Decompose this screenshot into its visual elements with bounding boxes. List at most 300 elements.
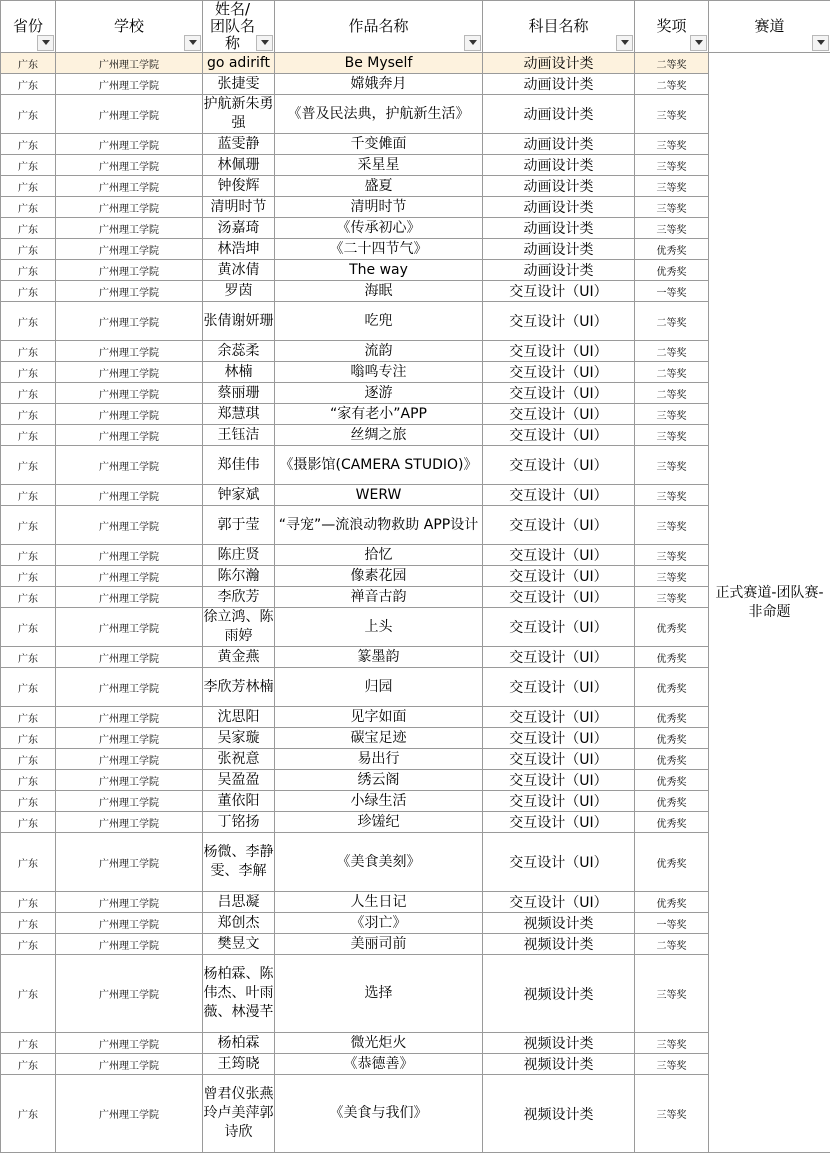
subject-cell[interactable]: 交互设计（UI） [483,404,635,425]
province-cell[interactable]: 广东 [1,506,56,545]
name-cell[interactable]: 王钰洁 [203,425,275,446]
work-cell[interactable]: 美丽司前 [275,934,483,955]
work-cell[interactable]: 流韵 [275,341,483,362]
name-cell[interactable]: 余蕊柔 [203,341,275,362]
name-cell[interactable]: 林浩坤 [203,239,275,260]
filter-dropdown-icon[interactable] [37,35,54,51]
award-cell[interactable]: 三等奖 [635,566,709,587]
header-subject-label: 科目名称 [528,17,588,35]
header-school-label: 学校 [114,17,144,35]
name-cell[interactable]: 李欣芳 [203,587,275,608]
work-cell[interactable]: 珍馐纪 [275,812,483,833]
subject-cell[interactable]: 交互设计（UI） [483,608,635,647]
header-subject [483,1,635,53]
table-row [1,281,830,302]
subject-cell[interactable]: 动画设计类 [483,155,635,176]
work-cell[interactable]: 嫦娥奔月 [275,74,483,95]
name-cell[interactable]: 陈尔瀚 [203,566,275,587]
school-cell[interactable]: 广州理工学院 [56,218,203,239]
subject-cell[interactable]: 交互设计（UI） [483,383,635,404]
subject-cell[interactable]: 交互设计（UI） [483,302,635,341]
header-work-label: 作品名称 [348,17,408,35]
name-cell[interactable]: 钟家斌 [203,485,275,506]
table-row [1,545,830,566]
work-cell[interactable]: 《普及民法典，护航新生活》 [275,95,483,134]
subject-cell[interactable]: 交互设计（UI） [483,668,635,707]
award-cell[interactable]: 三等奖 [635,545,709,566]
award-cell[interactable]: 三等奖 [635,506,709,545]
school-cell[interactable]: 广州理工学院 [56,955,203,1033]
table-row [1,1033,830,1054]
name-cell[interactable]: 吴盈盈 [203,770,275,791]
name-cell[interactable]: 罗茵 [203,281,275,302]
province-cell[interactable]: 广东 [1,1054,56,1075]
province-cell[interactable]: 广东 [1,791,56,812]
school-cell[interactable]: 广州理工学院 [56,791,203,812]
work-cell[interactable]: 嗡鸣专注 [275,362,483,383]
table-row [1,74,830,95]
subject-cell[interactable]: 交互设计（UI） [483,545,635,566]
school-cell[interactable]: 广州理工学院 [56,53,203,74]
subject-cell[interactable]: 交互设计（UI） [483,341,635,362]
work-cell[interactable]: 人生日记 [275,892,483,913]
award-cell[interactable]: 三等奖 [635,404,709,425]
subject-cell[interactable]: 动画设计类 [483,260,635,281]
province-cell[interactable]: 广东 [1,485,56,506]
province-cell[interactable]: 广东 [1,155,56,176]
name-cell[interactable]: 杨微、李静雯、李解 [203,833,275,892]
award-cell[interactable]: 二等奖 [635,383,709,404]
province-cell[interactable]: 广东 [1,74,56,95]
subject-cell[interactable]: 交互设计（UI） [483,587,635,608]
subject-cell[interactable]: 交互设计（UI） [483,446,635,485]
name-cell[interactable]: 汤嘉琦 [203,218,275,239]
work-cell[interactable]: 归园 [275,668,483,707]
work-cell[interactable]: 禅音古韵 [275,587,483,608]
subject-cell[interactable]: 动画设计类 [483,218,635,239]
table-row [1,587,830,608]
province-cell[interactable]: 广东 [1,955,56,1033]
award-cell[interactable]: 一等奖 [635,281,709,302]
work-cell[interactable]: 上头 [275,608,483,647]
award-cell[interactable]: 优秀奖 [635,707,709,728]
school-cell[interactable]: 广州理工学院 [56,425,203,446]
award-cell[interactable]: 二等奖 [635,362,709,383]
table-row [1,176,830,197]
work-cell[interactable]: 小绿生活 [275,791,483,812]
header-award-label: 奖项 [656,17,686,35]
award-cell[interactable]: 三等奖 [635,218,709,239]
award-cell[interactable]: 三等奖 [635,485,709,506]
award-cell[interactable]: 优秀奖 [635,668,709,707]
province-cell[interactable]: 广东 [1,545,56,566]
award-cell[interactable]: 优秀奖 [635,892,709,913]
province-cell[interactable]: 广东 [1,608,56,647]
work-cell[interactable]: 清明时节 [275,197,483,218]
work-cell[interactable]: Be Myself [275,53,483,74]
filter-dropdown-icon[interactable] [464,35,481,51]
table-row [1,218,830,239]
work-cell[interactable]: 逐游 [275,383,483,404]
province-cell[interactable]: 广东 [1,134,56,155]
work-cell[interactable]: 盛夏 [275,176,483,197]
table-row [1,647,830,668]
school-cell[interactable]: 广州理工学院 [56,362,203,383]
filter-dropdown-icon[interactable] [690,35,707,51]
table-row [1,1075,830,1153]
province-cell[interactable]: 广东 [1,218,56,239]
award-cell[interactable]: 优秀奖 [635,770,709,791]
work-cell[interactable]: 微光炬火 [275,1033,483,1054]
award-cell[interactable]: 三等奖 [635,955,709,1033]
province-cell[interactable]: 广东 [1,383,56,404]
name-cell[interactable]: 杨柏霖、陈伟杰、叶雨薇、林漫芊 [203,955,275,1033]
name-cell[interactable]: 徐立鸿、陈雨婷 [203,608,275,647]
name-cell[interactable]: 郭于莹 [203,506,275,545]
name-cell[interactable]: 林佩珊 [203,155,275,176]
award-cell[interactable]: 二等奖 [635,934,709,955]
table-row [1,485,830,506]
subject-cell[interactable]: 交互设计（UI） [483,566,635,587]
name-cell[interactable]: 郑创杰 [203,913,275,934]
name-cell[interactable]: 护航新朱勇强 [203,95,275,134]
name-cell[interactable]: 蔡丽珊 [203,383,275,404]
school-cell[interactable]: 广州理工学院 [56,134,203,155]
work-cell[interactable]: The way [275,260,483,281]
province-cell[interactable]: 广东 [1,668,56,707]
province-cell[interactable]: 广东 [1,95,56,134]
header-province [1,1,56,53]
school-cell[interactable]: 广州理工学院 [56,446,203,485]
school-cell[interactable]: 广州理工学院 [56,913,203,934]
name-cell[interactable]: 沈思阳 [203,707,275,728]
name-cell[interactable]: 吴家璇 [203,728,275,749]
table-row [1,239,830,260]
school-cell[interactable]: 广州理工学院 [56,749,203,770]
table-row [1,155,830,176]
header-row [1,1,830,53]
subject-cell[interactable]: 视频设计类 [483,955,635,1033]
province-cell[interactable]: 广东 [1,404,56,425]
work-cell[interactable]: 《美食与我们》 [275,1075,483,1153]
subject-cell[interactable]: 交互设计（UI） [483,647,635,668]
province-cell[interactable]: 广东 [1,728,56,749]
award-cell[interactable]: 三等奖 [635,425,709,446]
award-cell[interactable]: 优秀奖 [635,608,709,647]
school-cell[interactable]: 广州理工学院 [56,608,203,647]
work-cell[interactable]: 千变傩面 [275,134,483,155]
award-cell[interactable]: 优秀奖 [635,728,709,749]
work-cell[interactable]: 吃兜 [275,302,483,341]
table-row [1,404,830,425]
award-cell[interactable]: 二等奖 [635,53,709,74]
subject-cell[interactable]: 动画设计类 [483,74,635,95]
work-cell[interactable]: 拾忆 [275,545,483,566]
name-cell[interactable]: 蓝雯静 [203,134,275,155]
school-cell[interactable]: 广州理工学院 [56,545,203,566]
work-cell[interactable]: 采星星 [275,155,483,176]
name-cell[interactable]: 郑佳伟 [203,446,275,485]
province-cell[interactable]: 广东 [1,647,56,668]
subject-cell[interactable]: 动画设计类 [483,239,635,260]
header-name-label: 姓名/团队名称 [208,1,270,52]
work-cell[interactable]: 篆墨韵 [275,647,483,668]
province-cell[interactable]: 广东 [1,1075,56,1153]
name-cell[interactable]: 清明时节 [203,197,275,218]
filter-dropdown-icon[interactable] [616,35,633,51]
award-cell[interactable]: 三等奖 [635,1054,709,1075]
subject-cell[interactable]: 交互设计（UI） [483,812,635,833]
school-cell[interactable]: 广州理工学院 [56,587,203,608]
province-cell[interactable]: 广东 [1,197,56,218]
award-cell[interactable]: 三等奖 [635,134,709,155]
subject-cell[interactable]: 视频设计类 [483,934,635,955]
province-cell[interactable]: 广东 [1,749,56,770]
school-cell[interactable]: 广州理工学院 [56,155,203,176]
subject-cell[interactable]: 动画设计类 [483,134,635,155]
school-cell[interactable]: 广州理工学院 [56,566,203,587]
subject-cell[interactable]: 交互设计（UI） [483,707,635,728]
subject-cell[interactable]: 视频设计类 [483,1054,635,1075]
table-row [1,197,830,218]
name-cell[interactable]: 郑慧琪 [203,404,275,425]
school-cell[interactable]: 广州理工学院 [56,668,203,707]
name-cell[interactable]: 丁铭扬 [203,812,275,833]
header-name [203,1,275,53]
table-row [1,383,830,404]
table-row [1,134,830,155]
subject-cell[interactable]: 交互设计（UI） [483,281,635,302]
school-cell[interactable]: 广州理工学院 [56,95,203,134]
school-cell[interactable]: 广州理工学院 [56,239,203,260]
subject-cell[interactable]: 交互设计（UI） [483,362,635,383]
table-row [1,95,830,134]
subject-cell[interactable]: 动画设计类 [483,197,635,218]
school-cell[interactable]: 广州理工学院 [56,707,203,728]
school-cell[interactable]: 广州理工学院 [56,934,203,955]
table-row [1,341,830,362]
table-row [1,608,830,647]
filter-dropdown-icon[interactable] [256,35,273,51]
subject-cell[interactable]: 交互设计（UI） [483,749,635,770]
award-cell[interactable]: 三等奖 [635,446,709,485]
table-row [1,812,830,833]
name-cell[interactable]: 王筠晓 [203,1054,275,1075]
table-body [1,53,830,1153]
subject-cell[interactable]: 交互设计（UI） [483,425,635,446]
subject-cell[interactable]: 动画设计类 [483,53,635,74]
award-cell[interactable]: 优秀奖 [635,749,709,770]
name-cell[interactable]: go adirift [203,53,275,74]
school-cell[interactable]: 广州理工学院 [56,302,203,341]
table-row [1,425,830,446]
school-cell[interactable]: 广州理工学院 [56,74,203,95]
name-cell[interactable]: 张捷雯 [203,74,275,95]
award-cell[interactable]: 三等奖 [635,197,709,218]
school-cell[interactable]: 广州理工学院 [56,176,203,197]
work-cell[interactable]: 见字如面 [275,707,483,728]
award-cell[interactable]: 二等奖 [635,302,709,341]
school-cell[interactable]: 广州理工学院 [56,812,203,833]
province-cell[interactable]: 广东 [1,1033,56,1054]
work-cell[interactable]: 《二十四节气》 [275,239,483,260]
subject-cell[interactable]: 交互设计（UI） [483,485,635,506]
subject-cell[interactable]: 交互设计（UI） [483,791,635,812]
work-cell[interactable]: 《恭德善》 [275,1054,483,1075]
subject-cell[interactable]: 动画设计类 [483,176,635,197]
filter-dropdown-icon[interactable] [184,35,201,51]
award-cell[interactable]: 三等奖 [635,176,709,197]
school-cell[interactable]: 广州理工学院 [56,281,203,302]
track-cell[interactable]: 正式赛道-团队赛-非命题 [709,53,830,1153]
work-cell[interactable]: “寻宠”—流浪动物救助 APP设计 [275,506,483,545]
school-cell[interactable]: 广州理工学院 [56,833,203,892]
province-cell[interactable]: 广东 [1,302,56,341]
subject-cell[interactable]: 视频设计类 [483,1075,635,1153]
school-cell[interactable]: 广州理工学院 [56,770,203,791]
award-cell[interactable]: 优秀奖 [635,260,709,281]
school-cell[interactable]: 广州理工学院 [56,1075,203,1153]
table-row [1,934,830,955]
table-row [1,791,830,812]
province-cell[interactable]: 广东 [1,770,56,791]
award-cell[interactable]: 二等奖 [635,74,709,95]
province-cell[interactable]: 广东 [1,566,56,587]
table-row [1,892,830,913]
province-cell[interactable]: 广东 [1,913,56,934]
school-cell[interactable]: 广州理工学院 [56,647,203,668]
table-row [1,668,830,707]
table-row [1,707,830,728]
award-cell[interactable]: 三等奖 [635,1033,709,1054]
table-row [1,506,830,545]
school-cell[interactable]: 广州理工学院 [56,341,203,362]
table-row [1,749,830,770]
name-cell[interactable]: 吕思凝 [203,892,275,913]
work-cell[interactable]: 绣云阁 [275,770,483,791]
province-cell[interactable]: 广东 [1,176,56,197]
table-row [1,833,830,892]
subject-cell[interactable]: 视频设计类 [483,913,635,934]
name-cell[interactable]: 林楠 [203,362,275,383]
name-cell[interactable]: 钟俊辉 [203,176,275,197]
table-row [1,302,830,341]
work-cell[interactable]: 海眠 [275,281,483,302]
province-cell[interactable]: 广东 [1,281,56,302]
province-cell[interactable]: 广东 [1,362,56,383]
province-cell[interactable]: 广东 [1,260,56,281]
award-cell[interactable]: 三等奖 [635,95,709,134]
table-row [1,362,830,383]
province-cell[interactable]: 广东 [1,587,56,608]
work-cell[interactable]: 《传承初心》 [275,218,483,239]
award-cell[interactable]: 三等奖 [635,587,709,608]
name-cell[interactable]: 樊昱文 [203,934,275,955]
school-cell[interactable]: 广州理工学院 [56,260,203,281]
work-cell[interactable]: 《美食美刻》 [275,833,483,892]
filter-dropdown-icon[interactable] [812,35,829,51]
header-award [635,1,709,53]
school-cell[interactable]: 广州理工学院 [56,892,203,913]
award-cell[interactable]: 优秀奖 [635,647,709,668]
name-cell[interactable]: 陈庄贤 [203,545,275,566]
school-cell[interactable]: 广州理工学院 [56,383,203,404]
work-cell[interactable]: 易出行 [275,749,483,770]
province-cell[interactable]: 广东 [1,812,56,833]
school-cell[interactable]: 广州理工学院 [56,1033,203,1054]
province-cell[interactable]: 广东 [1,707,56,728]
award-cell[interactable]: 优秀奖 [635,833,709,892]
province-cell[interactable]: 广东 [1,934,56,955]
table-row [1,1054,830,1075]
award-cell[interactable]: 二等奖 [635,341,709,362]
school-cell[interactable]: 广州理工学院 [56,1054,203,1075]
subject-cell[interactable]: 视频设计类 [483,1033,635,1054]
header-track-label: 赛道 [754,17,784,35]
name-cell[interactable]: 李欣芳林楠 [203,668,275,707]
province-cell[interactable]: 广东 [1,425,56,446]
subject-cell[interactable]: 交互设计（UI） [483,506,635,545]
header-province-label: 省份 [13,17,43,35]
name-cell[interactable]: 杨柏霖 [203,1033,275,1054]
award-cell[interactable]: 三等奖 [635,155,709,176]
work-cell[interactable]: 丝绸之旅 [275,425,483,446]
award-cell[interactable]: 优秀奖 [635,239,709,260]
subject-cell[interactable]: 交互设计（UI） [483,728,635,749]
subject-cell[interactable]: 交互设计（UI） [483,770,635,791]
header-work [275,1,483,53]
name-cell[interactable]: 张祝意 [203,749,275,770]
school-cell[interactable]: 广州理工学院 [56,485,203,506]
table-row [1,913,830,934]
table-row [1,770,830,791]
subject-cell[interactable]: 交互设计（UI） [483,833,635,892]
school-cell[interactable]: 广州理工学院 [56,728,203,749]
header-school [56,1,203,53]
school-cell[interactable]: 广州理工学院 [56,197,203,218]
work-cell[interactable]: 《羽亡》 [275,913,483,934]
province-cell[interactable]: 广东 [1,53,56,74]
work-cell[interactable]: 碳宝足迹 [275,728,483,749]
table-row [1,446,830,485]
award-cell[interactable]: 一等奖 [635,913,709,934]
header-track [709,1,830,53]
name-cell[interactable]: 黄冰倩 [203,260,275,281]
work-cell[interactable]: WERW [275,485,483,506]
name-cell[interactable]: 黄金燕 [203,647,275,668]
award-cell[interactable]: 优秀奖 [635,791,709,812]
award-cell[interactable]: 优秀奖 [635,812,709,833]
work-cell[interactable]: 像素花园 [275,566,483,587]
subject-cell[interactable]: 交互设计（UI） [483,892,635,913]
name-cell[interactable]: 董依阳 [203,791,275,812]
province-cell[interactable]: 广东 [1,892,56,913]
award-cell[interactable]: 三等奖 [635,1075,709,1153]
school-cell[interactable]: 广州理工学院 [56,506,203,545]
work-cell[interactable]: “家有老小”APP [275,404,483,425]
name-cell[interactable]: 张倩谢妍珊 [203,302,275,341]
province-cell[interactable]: 广东 [1,239,56,260]
work-cell[interactable]: 选择 [275,955,483,1033]
province-cell[interactable]: 广东 [1,833,56,892]
work-cell[interactable]: 《摄影馆(CAMERA STUDIO)》 [275,446,483,485]
subject-cell[interactable]: 动画设计类 [483,95,635,134]
table-row [1,566,830,587]
name-cell[interactable]: 曾君仪张燕玲卢美萍郭诗欣 [203,1075,275,1153]
province-cell[interactable]: 广东 [1,446,56,485]
province-cell[interactable]: 广东 [1,341,56,362]
school-cell[interactable]: 广州理工学院 [56,404,203,425]
